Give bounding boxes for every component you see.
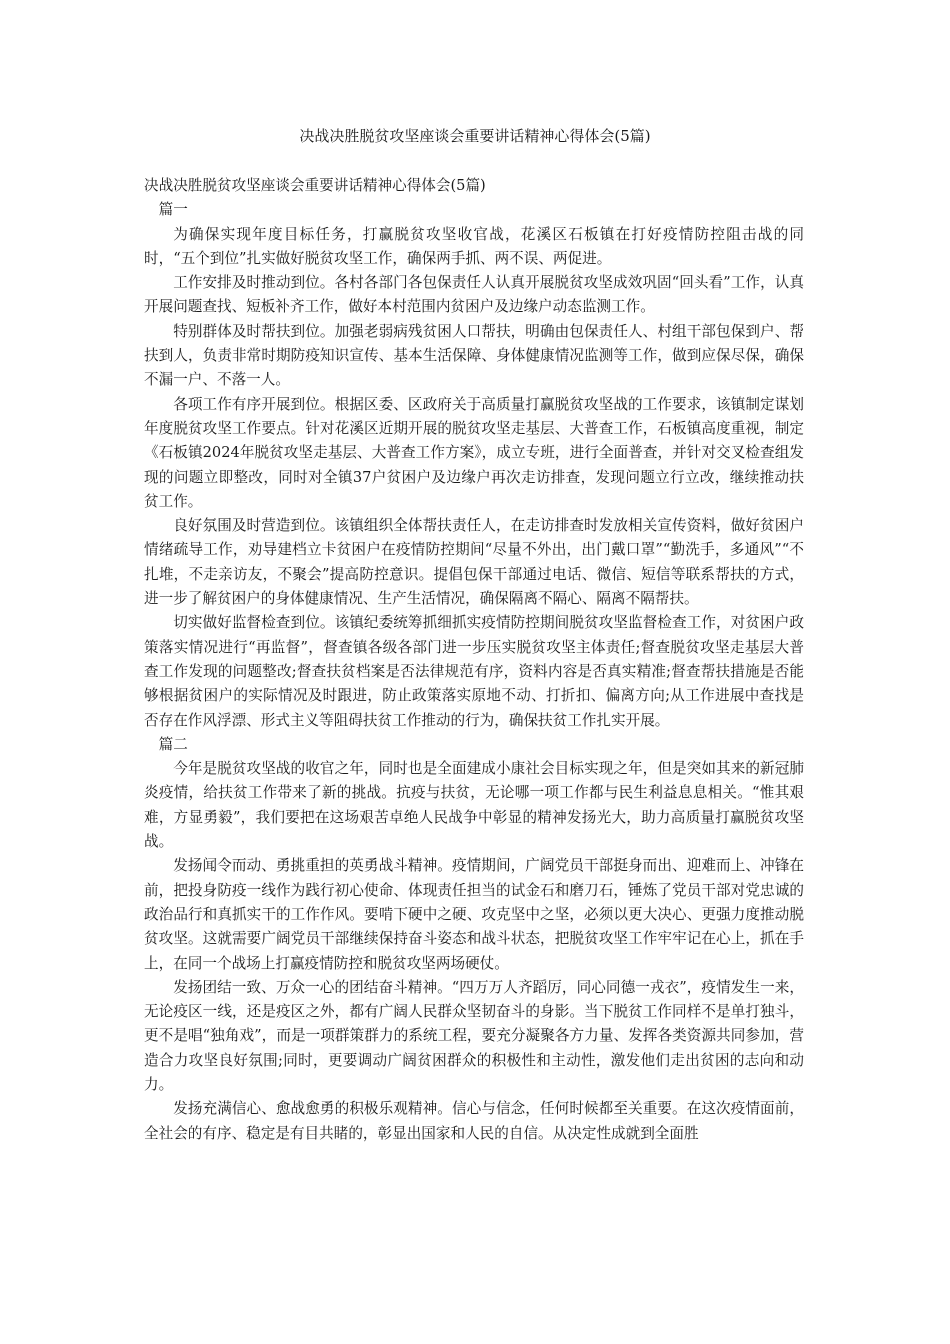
paragraph: 发扬闻令而动、勇挑重担的英勇战斗精神。疫情期间，广阔党员干部挺身而出、迎难而上、冲锋在前，把投身防疫一线作为践行初心使命、体现责任担当的试金石和磨刀石，锤炼了党员干部对党忠诚的政治品行和真抓实干的工作作风。要啃下硬中之硬、攻克坚中之坚，必须以更大决心、更强力度推动脱贫攻坚。这就需要广阔党员干部继续保持奋斗姿态和战斗状态，把脱贫攻坚工作牢牢记在心上，抓在手上，在同一个战场上打赢疫情防控和脱贫攻坚两场硬仗。: [144, 857, 804, 972]
paragraph: 工作安排及时推动到位。各村各部门各包保责任人认真开展脱贫攻坚成效巩固“回头看”工作，认真开展问题查找、短板补齐工作，做好本村范围内贫困户及边缘户动态监测工作。: [144, 274, 804, 316]
document-body: [144, 174, 804, 1146]
paragraph: 各项工作有序开展到位。根据区委、区政府关于高质量打赢脱贫攻坚战的工作要求，该镇制定谋划年度脱贫攻坚工作要点。针对花溪区近期开展的脱贫攻坚走基层、大普查工作，石板镇高度重视，制定《石板镇2024年脱贫攻坚走基层、大普查工作方案》，成立专班，进行全面普查，并针对交叉检查组发现的问题立即整改，同时对全镇37户贫困户及边缘户再次走访排查，发现问题立行立改，继续推动扶贫工作。: [144, 395, 804, 510]
paragraph: 特别群体及时帮扶到位。加强老弱病残贫困人口帮扶，明确由包保责任人、村组干部包保到户、帮扶到人，负责非常时期防疫知识宣传、基本生活保障、身体健康情况监测等工作，做到应保尽保，确保不漏一户、不落一人。: [144, 322, 804, 389]
paragraph: 发扬团结一致、万众一心的团结奋斗精神。“四万万人齐蹈厉，同心同德一戎衣”，疫情发生一来，无论疫区一线，还是疫区之外，都有广阔人民群众坚韧奋斗的身影。当下脱贫工作同样不是单打独斗，更不是唱“独角戏”，而是一项群策群力的系统工程，要充分凝聚各方力量、发挥各类资源共同参加，营造合力攻坚良好氛围;同时，更要调动广阔贫困群众的积极性和主动性，激发他们走出贫困的志向和动力。: [144, 978, 804, 1093]
paragraph: 发扬充满信心、愈战愈勇的积极乐观精神。信心与信念，任何时候都至关重要。在这次疫情面前，全社会的有序、稳定是有目共睹的，彰显出国家和人民的自信。从决定性成就到全面胜: [144, 1100, 804, 1142]
section-label: 篇一: [158, 201, 188, 219]
document-heading: 决战决胜脱贫攻坚座谈会重要讲话精神心得体会(5篇): [144, 177, 486, 194]
section-label: 篇二: [158, 735, 188, 753]
paragraph: 今年是脱贫攻坚战的收官之年，同时也是全面建成小康社会目标实现之年，但是突如其来的新冠肺炎疫情，给扶贫工作带来了新的挑战。抗疫与扶贫，无论哪一项工作都与民生利益息息相关。“惟其艰难，方显勇毅”，我们要把在这场艰苦卓绝人民战争中彰显的精神发扬光大，助力高质量打赢脱贫攻坚战。: [144, 760, 804, 851]
paragraph: 良好氛围及时营造到位。该镇组织全体帮扶责任人，在走访排查时发放相关宣传资料，做好贫困户情绪疏导工作，劝导建档立卡贫困户在疫情防控期间“尽量不外出，出门戴口罩”“勤洗手，多通风”“不扎堆，不走亲访友，不聚会”提高防控意识。提倡包保干部通过电话、微信、短信等联系帮扶的方式，进一步了解贫困户的身体健康情况、生产生活情况，确保隔离不隔心、隔离不隔帮扶。: [144, 517, 804, 608]
page-title: 决战决胜脱贫攻坚座谈会重要讲话精神心得体会(5篇): [299, 127, 651, 145]
paragraph: 为确保实现年度目标任务，打赢脱贫攻坚收官战，花溪区石板镇在打好疫情防控阻击战的同时，“五个到位”扎实做好脱贫攻坚工作，确保两手抓、两不误、两促进。: [144, 225, 804, 267]
paragraph: 切实做好监督检查到位。该镇纪委统筹抓细抓实疫情防控期间脱贫攻坚监督检查工作，对贫困户政策落实情况进行“再监督”，督查镇各级各部门进一步压实脱贫攻坚主体责任;督查脱贫攻坚走基层大普查工作发现的问题整改;督查扶贫档案是否法律规范有序，资料内容是否真实精准;督查帮扶措施是否能够根据贫困户的实际情况及时跟进，防止政策落实原地不动、打折扣、偏离方向;从工作进展中查找是否存在作风浮漂、形式主义等阻碍扶贫工作推动的行为，确保扶贫工作扎实开展。: [144, 614, 804, 729]
